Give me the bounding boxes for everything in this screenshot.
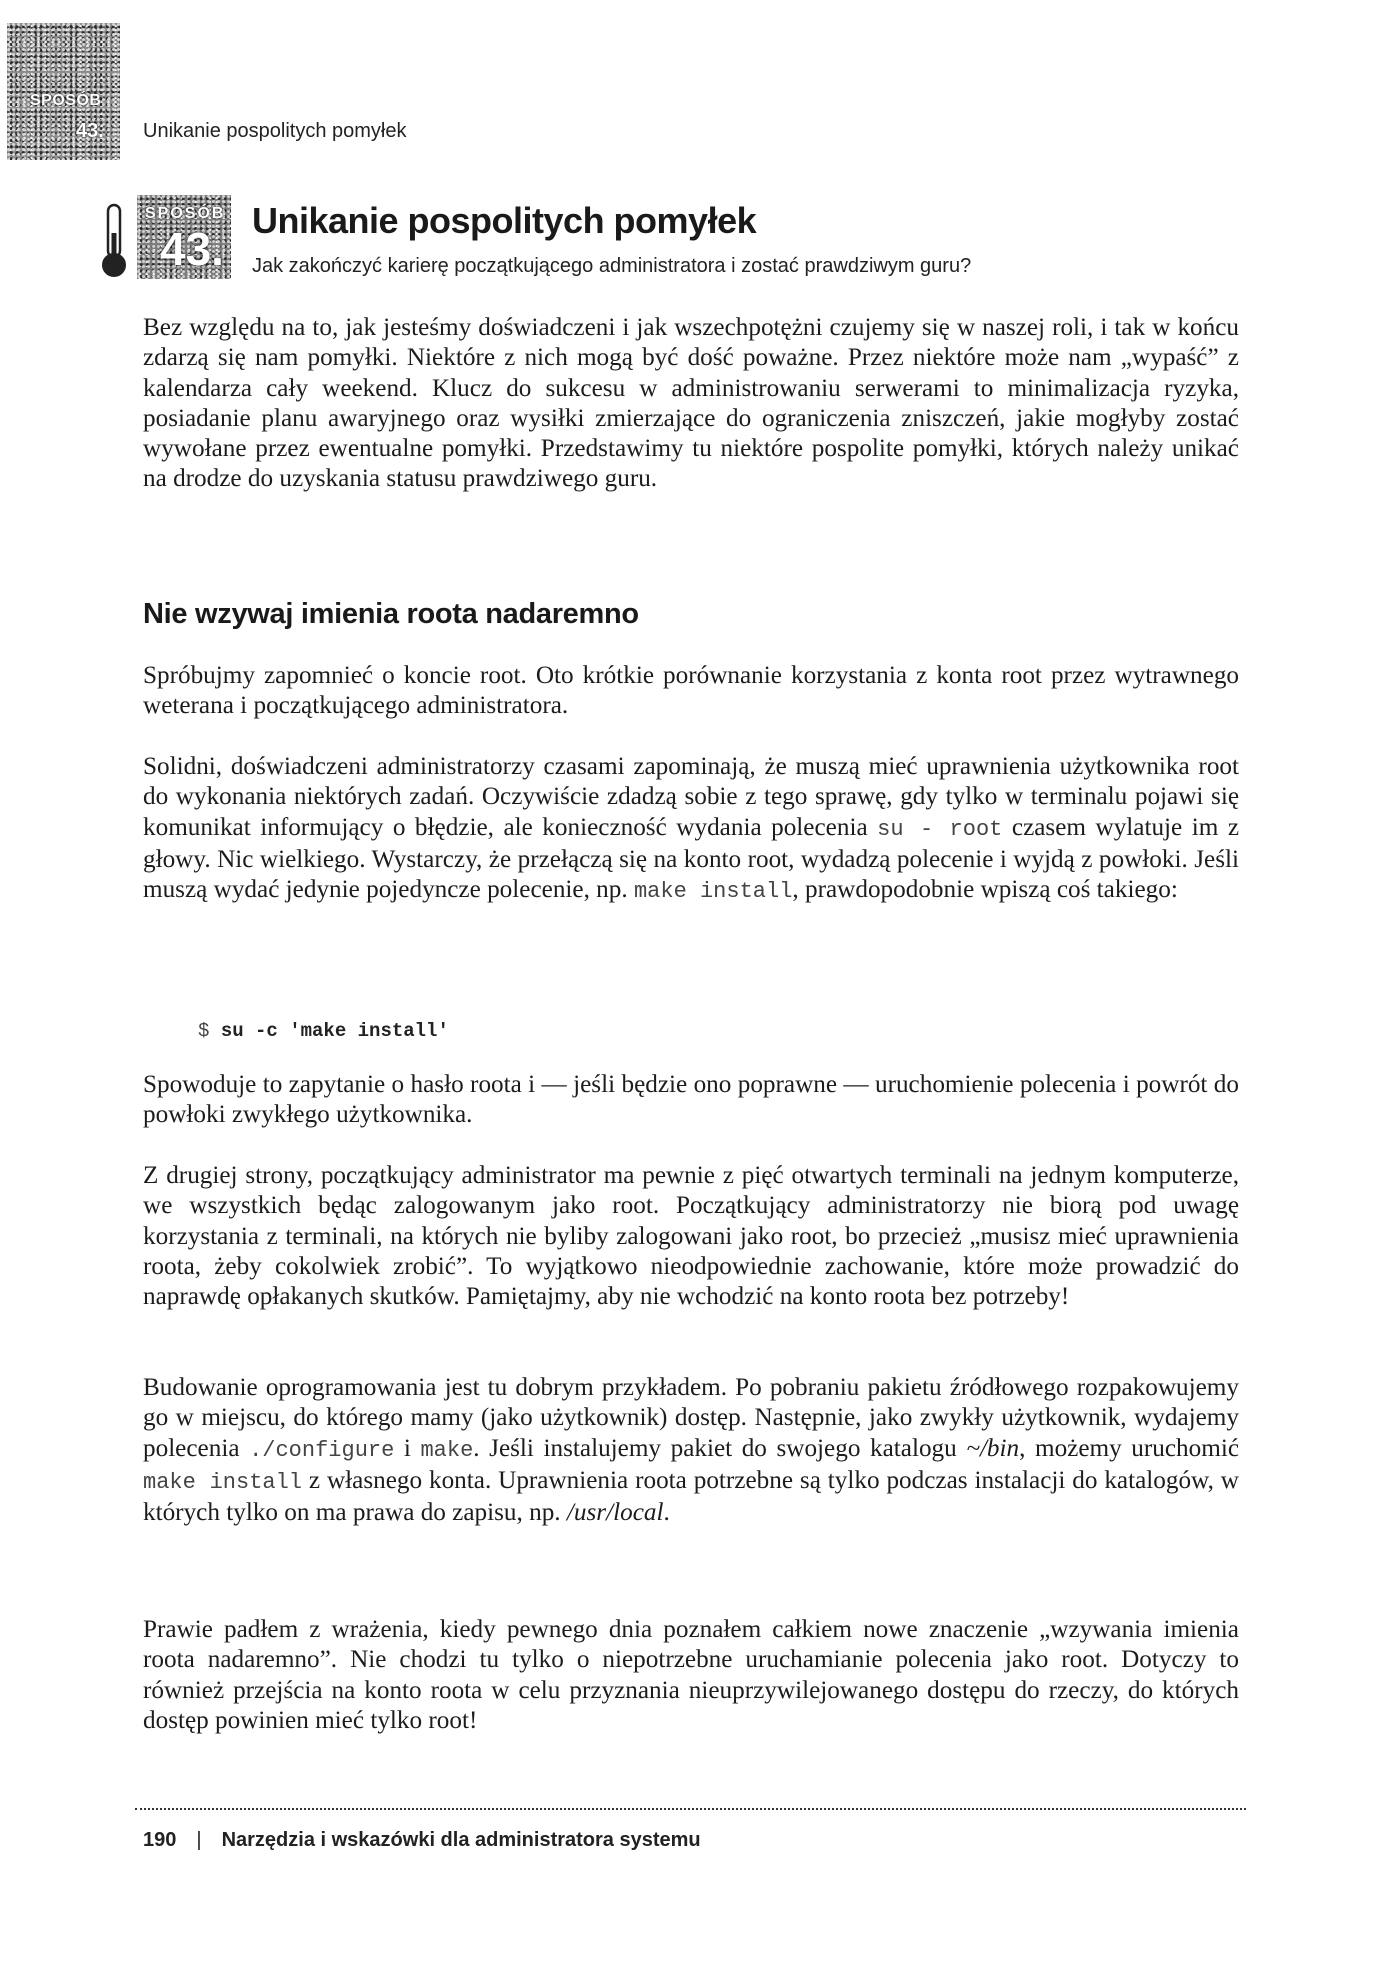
paragraph-text: . [663, 1499, 670, 1527]
hack-subtitle: Jak zakończyć karierę początkującego administratora i zostać prawdziwym guru? [252, 255, 972, 277]
hack-title: Unikanie pospolitych pomyłek [252, 200, 757, 241]
page-number: 190 [143, 1829, 177, 1851]
section-heading: Nie wzywaj imienia roota nadaremno [143, 598, 639, 630]
paragraph-text: z własnego konta. Uprawnienia roota potrzebne są tylko podczas instalacji do katalogów, w których tylko on ma prawa do zapisu, np. [143, 1466, 1239, 1527]
footer-divider [135, 1808, 1246, 1810]
section-paragraph-6: Prawie padłem z wrażenia, kiedy pewnego dnia poznałem całkiem nowe znaczenie „wzywania imienia roota nadaremno”. Nie chodzi tu tylko o niepotrzebne uruchamianie polecenia jako root. Dotyczy to również przejścia na konto roota w celu przyznania nieuprzywilejowanego dostępu do rzeczy, do których dostęp powinien mieć tylko root! [143, 1616, 1239, 1734]
paragraph-text: , możemy uruchomić [1019, 1434, 1240, 1462]
paragraph-text: Solidni, doświadczeni administratorzy czasami zapominają, że muszą mieć uprawnienia użytkownika root do wykonania niektórych zadań. Oczywiście zdadzą sobie z tego sprawę, gdy tylko w terminalu pojawi się komunikat informujący o błędzie, ale konieczność wydania polecenia [143, 753, 1239, 841]
section-paragraph-4: Z drugiej strony, początkujący administrator ma pewnie z pięć otwartych terminali na jednym komputerze, we wszystkich będąc zalogowanym jako root. Początkujący administratorzy nie biorą pod uwagę korzystania z terminali, na których nie byliby zalogowani jako root, bo przecież „musisz mieć uprawnienia roota, żeby cokolwiek zrobić”. To wyjątkowo nieodpowiednie zachowanie, które może prowadzić do naprawdę opłakanych skutków. Pamiętajmy, aby nie wchodzić na konto roota bez potrzeby! [143, 1162, 1239, 1311]
paragraph-text: . Jeśli instalujemy pakiet do swojego katalogu [473, 1434, 957, 1462]
running-header-badge-word: SPOSÓB [30, 92, 102, 109]
footer-separator: | [196, 1829, 202, 1851]
code-block [198, 1020, 449, 1042]
paragraph-text: i [403, 1434, 411, 1462]
path-text: /usr/local [566, 1499, 664, 1527]
thermometer-icon [100, 203, 128, 278]
hack-badge-word: SPOSÓB [145, 205, 226, 222]
path-text: ~/bin [966, 1434, 1020, 1462]
paragraph-text: Budowanie oprogramowania jest tu dobrym przykładem. Po pobraniu pakietu źródłowego rozpakowujemy go w miejscu, do którego mamy (jako użytkownik) dostęp. Następnie, jako zwykły użytkownik, wydajemy polecenia [143, 1374, 1239, 1462]
inline-code: make [420, 1437, 474, 1463]
page-footer [143, 1829, 701, 1852]
running-header-title: Unikanie pospolitych pomyłek [143, 120, 407, 142]
code-prompt: $ [198, 1020, 210, 1042]
code-command: su -c 'make install' [220, 1020, 449, 1042]
intro-paragraph: Bez względu na to, jak jesteśmy doświadczeni i jak wszechpotężni czujemy się w naszej roli, i tak w końcu zdarzą się nam pomyłki. Niektóre z nich mogą być dość poważne. Przez niektóre może nam „wypaść” z kalendarza cały weekend. Klucz do sukcesu w administrowaniu serwerami to minimalizacja ryzyka, posiadanie planu awaryjnego oraz wysiłki zmierzające do ograniczenia zniszczeń, jakie mogłyby zostać wywołane przez ewentualne pomyłki. Przedstawimy tu niektóre pospolite pomyłki, których należy unikać na drodze do uzyskania statusu prawdziwego guru. [143, 314, 1239, 493]
section-paragraph-3: Spowoduje to zapytanie o hasło roota i — jeśli będzie ono poprawne — uruchomienie polecenia i powrót do powłoki zwykłego użytkownika. [143, 1071, 1239, 1129]
inline-code: su - root [877, 816, 1003, 842]
section-paragraph-1: Spróbujmy zapomnieć o koncie root. Oto krótkie porównanie korzystania z konta root przez wytrawnego weterana i początkującego administratora. [143, 662, 1239, 720]
section-paragraph-2 [143, 752, 1239, 907]
book-title: Narzędzia i wskazówki dla administratora systemu [221, 1829, 701, 1851]
inline-code: make install [143, 1469, 303, 1495]
paragraph-text: , prawdopodobnie wpiszą coś takiego: [792, 876, 1178, 904]
inline-code: ./configure [249, 1437, 395, 1463]
hack-badge-number: 43. [160, 223, 224, 275]
running-header-badge-number: 43. [76, 120, 104, 142]
section-paragraph-5 [143, 1373, 1239, 1528]
inline-code: make install [633, 879, 793, 905]
paragraph-text: czasem wylatuje im z głowy. Nic wielkiego. Wystarczy, że przełączą się na konto root, wydadzą polecenie i wyjdą z powłoki. Jeśli muszą wydać jedynie pojedyncze polecenie, np. [143, 813, 1240, 904]
